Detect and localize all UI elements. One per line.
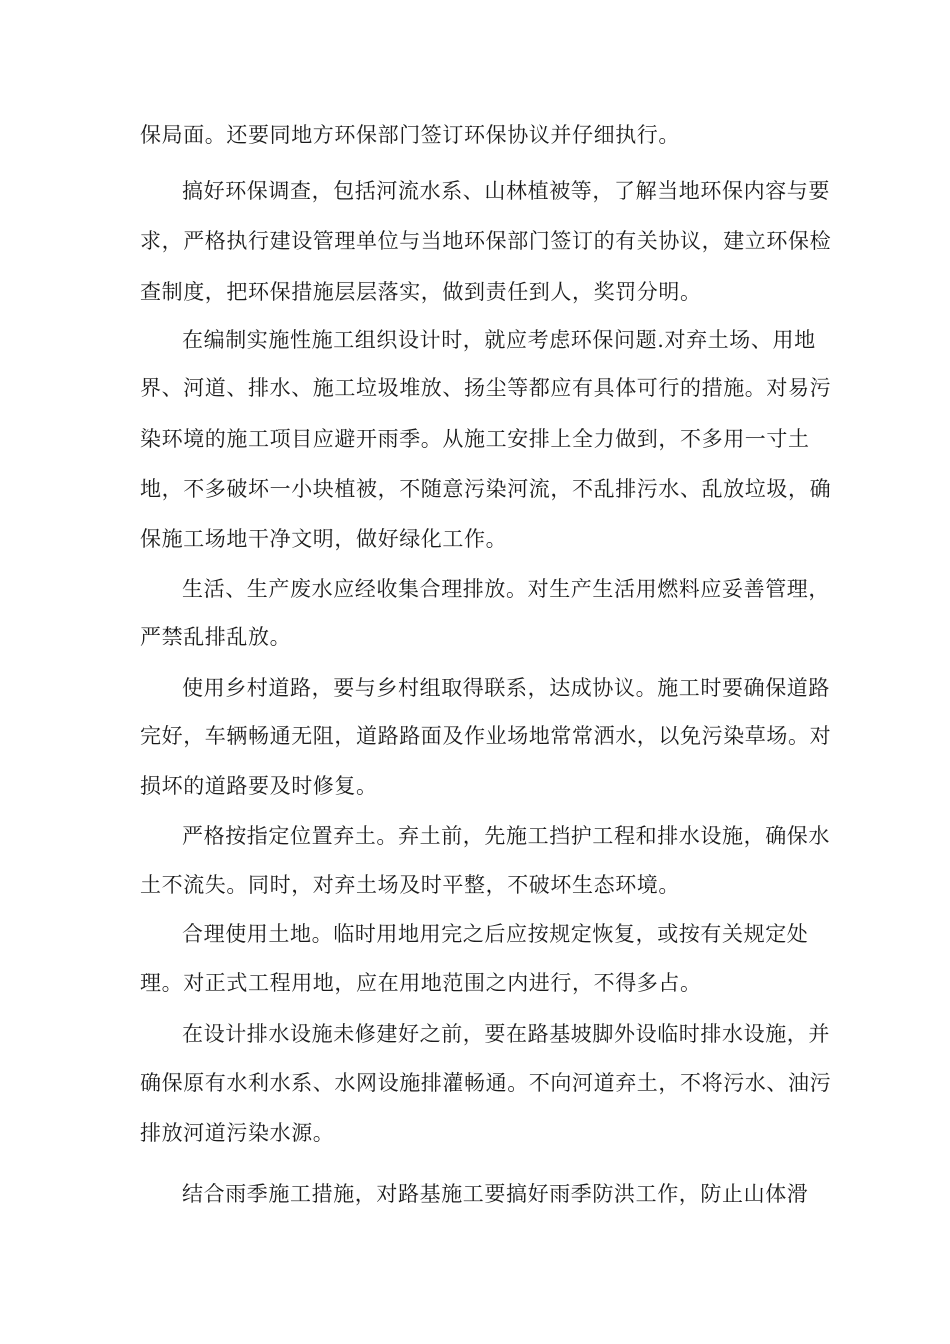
paragraph-first-line: 合理使用土地。临时用地用完之后应按规定恢复，或按有关规定处 xyxy=(182,922,809,946)
text-line: 完好，车辆畅通无阻，道路路面及作业场地常常洒水，以免污染草场。对 xyxy=(140,724,832,748)
text-line: 损坏的道路要及时修复。 xyxy=(140,774,378,798)
text-line: 排放河道污染水源。 xyxy=(140,1121,335,1145)
text-line: 确保原有水利水系、水网设施排灌畅通。不向河道弃土，不将污水、油污 xyxy=(140,1071,832,1095)
text-line: 界、河道、排水、施工垃圾堆放、扬尘等都应有具体可行的措施。对易污 xyxy=(140,376,832,400)
text-line: 染环境的施工项目应避开雨季。从施工安排上全力做到，不多用一寸土 xyxy=(140,427,810,451)
paragraph-first-line: 在设计排水设施未修建好之前，要在路基坡脚外设临时排水设施，并 xyxy=(182,1022,830,1046)
text-line: 保局面。还要同地方环保部门签订环保协议并仔细执行。 xyxy=(140,123,680,147)
text-line: 保施工场地干净文明，做好绿化工作。 xyxy=(140,527,508,551)
text-line: 地，不多破坏一小块植被，不随意污染河流，不乱排污水、乱放垃圾，确 xyxy=(140,477,832,501)
paragraph-first-line: 使用乡村道路，要与乡村组取得联系，达成协议。施工时要确保道路 xyxy=(182,676,830,700)
text-line: 理。对正式工程用地，应在用地范围之内进行，不得多占。 xyxy=(140,971,702,995)
text-line: 严禁乱排乱放。 xyxy=(140,625,292,649)
paragraph-first-line: 在编制实施性施工组织设计时，就应考虑环保问题.对弃土场、用地 xyxy=(182,328,816,352)
text-line: 土不流失。同时，对弃土场及时平整，不破坏生态环境。 xyxy=(140,873,680,897)
paragraph-first-line: 严格按指定位置弃土。弃土前，先施工挡护工程和排水设施，确保水 xyxy=(182,824,830,848)
paragraph-first-line: 结合雨季施工措施，对路基施工要搞好雨季防洪工作，防止山体滑 xyxy=(182,1182,809,1206)
paragraph-first-line: 生活、生产废水应经收集合理排放。对生产生活用燃料应妥善管理， xyxy=(182,577,830,601)
text-line: 求，严格执行建设管理单位与当地环保部门签订的有关协议，建立环保检 xyxy=(140,229,832,253)
text-line: 查制度，把环保措施层层落实，做到责任到人，奖罚分明。 xyxy=(140,280,702,304)
paragraph-first-line: 搞好环保调查，包括河流水系、山林植被等，了解当地环保内容与要 xyxy=(182,179,830,203)
